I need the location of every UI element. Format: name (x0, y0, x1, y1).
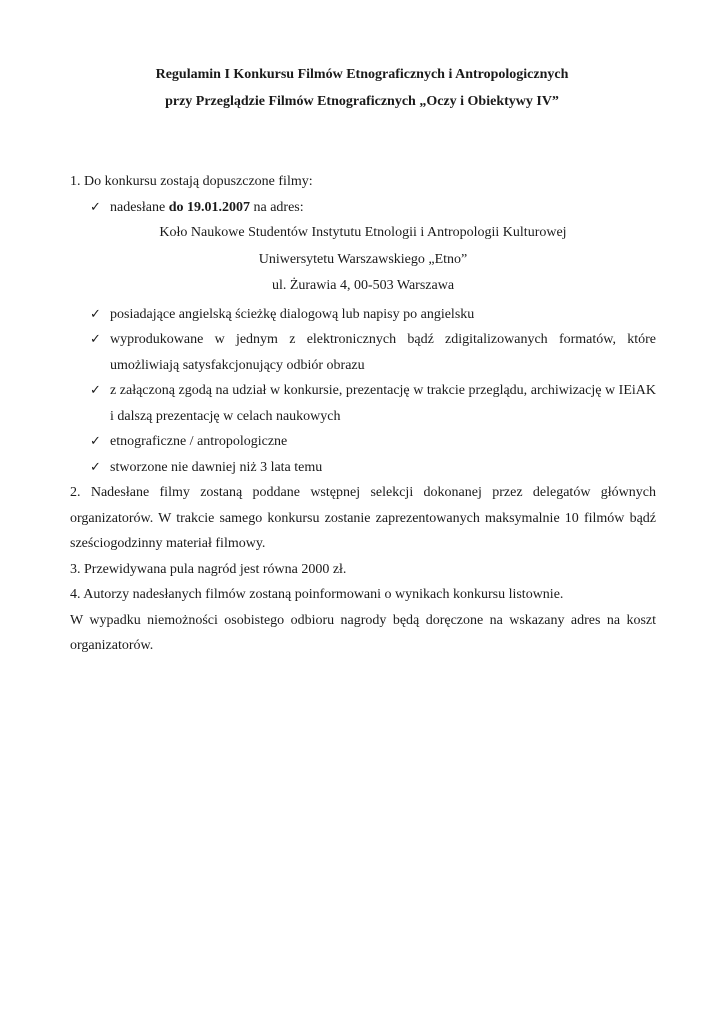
check-icon: ✓ (90, 383, 101, 398)
document-body (70, 169, 656, 659)
criterion-text: etnograficzne / antropologiczne (110, 434, 288, 449)
check-icon: ✓ (90, 459, 101, 475)
section-2-text: 2. Nadesłane filmy zostaną poddane wstępnej selekcji dokonanej przez delegatów głównych organizatorów. W trakcie samego konkursu zostanie zaprezentowanych maksymalnie 10 filmów bądź sześciogodzinny materiał filmowy. (70, 485, 656, 551)
document-title-line-2: przy Przeglądzie Filmów Etnograficznych „Oczy i Obiektywy IV” (165, 94, 559, 109)
list-item (70, 302, 656, 328)
deadline-suffix: na adres: (250, 199, 304, 215)
closing-text: W wypadku niemożności osobistego odbioru nagrody będą doręczone na wskazany adres na koszt organizatorów. (70, 612, 656, 653)
list-item (70, 455, 656, 481)
address-line: Koło Naukowe Studentów Instytutu Etnologii i Antropologii Kulturowej (159, 225, 567, 240)
document-title-line-1: Regulamin I Konkursu Filmów Etnograficznych i Antropologicznych (155, 67, 569, 82)
check-icon: ✓ (90, 332, 101, 347)
check-list-criteria (70, 302, 656, 481)
deadline-prefix: nadesłane (110, 199, 169, 215)
address-line: Uniwersytetu Warszawskiego „Etno” (258, 251, 468, 267)
check-list-deadline (70, 195, 656, 221)
criterion-text: posiadające angielską ścieżkę dialogową lub napisy po angielsku (110, 306, 475, 322)
section-3-text: 3. Przewidywana pula nagród jest równa 2000 zł. (70, 561, 347, 577)
address-line: ul. Żurawia 4, 00-503 Warszawa (271, 278, 455, 293)
address-block (70, 220, 656, 300)
criterion-text: stworzone nie dawniej niż 3 lata temu (110, 459, 323, 475)
check-icon: ✓ (90, 199, 101, 215)
criterion-text: wyprodukowane w jednym z elektronicznych bądź zdigitalizowanych formatów, które umożliwiają satysfakcjonujący odbiór obrazu (110, 332, 656, 373)
section-1-heading: 1. Do konkursu zostają dopuszczone filmy: (70, 174, 313, 189)
deadline-date: do 19.01.2007 (168, 199, 250, 215)
list-item (70, 378, 656, 429)
list-item (70, 327, 656, 378)
check-icon: ✓ (90, 434, 101, 449)
section-4-text: 4. Autorzy nadesłanych filmów zostaną poinformowani o wynikach konkursu listownie. (70, 587, 564, 602)
list-item (70, 195, 656, 221)
list-item (70, 429, 656, 455)
check-icon: ✓ (90, 306, 101, 322)
criterion-text: z załączoną zgodą na udział w konkursie, prezentację w trakcie przeglądu, archiwizację w IEiAK i dalszą prezentację w celach naukowych (110, 383, 656, 424)
